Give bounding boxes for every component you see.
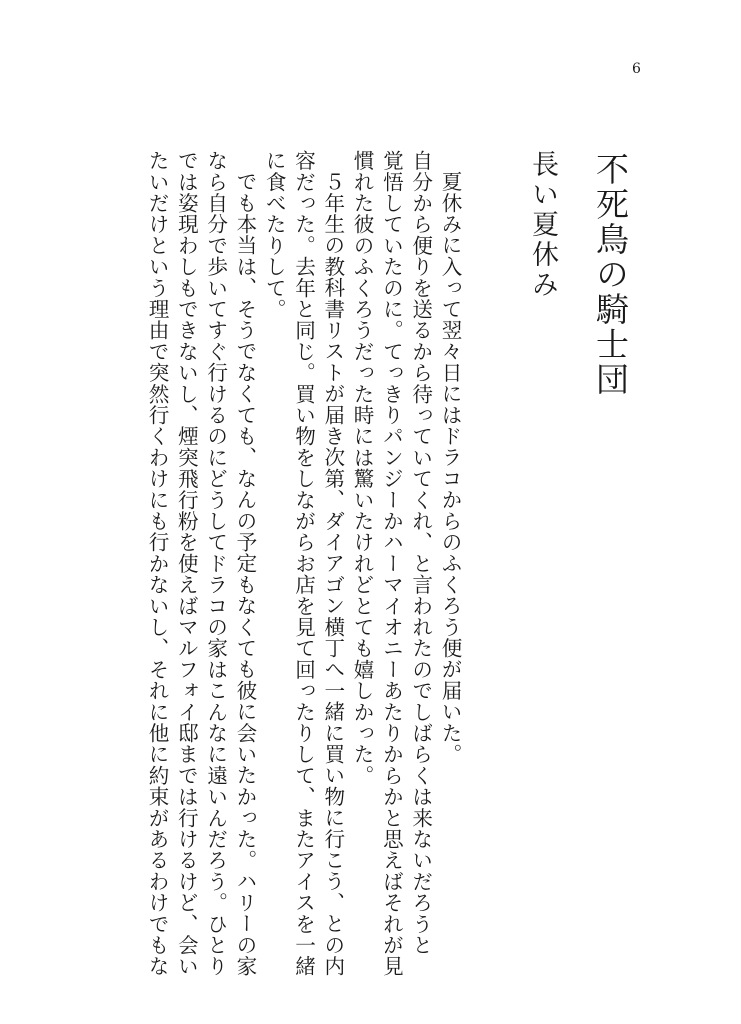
text-line: でも本当は、そうでなくても、なんの予定もなくても彼に会いたかった。ハリーの家 [232,171,257,977]
page-number: 6 [632,61,641,77]
text-line: 容だった。去年と同じ。買い物をしながらお店を見て回ったりして、またアイスを一緒 [291,150,316,977]
text-line: 自分から便りを送るから待っていてくれ、と言われたのでしばらくは来ないだろうと [408,150,433,956]
chapter-subtitle: 長い夏休み [527,150,558,300]
text-line: 慣れた彼のふくろうだった時には驚いたけれどとても嬉しかった。 [350,150,375,786]
text-line: 夏休みに入って翌々日にはドラコからのふくろう便が届いた。 [438,171,462,765]
text-line: に食べたりして。 [262,150,287,320]
text-line: たいだけという理由で突然行くわけにも行かないし、それに他に約束があるわけでもな [145,150,170,977]
text-line: では姿現わしもできないし、煙突飛行粉を使えばマルフォイ邸までは行けるけど、会い [174,150,199,977]
body-text [112,150,464,977]
text-line: なら自分で歩いてすぐ行けるのにどうしてドラコの家はこんなに遠いんだろう。ひとり [203,150,228,977]
chapter-title: 不死鳥の騎士団 [591,152,630,397]
text-line: 覚悟していたのに。てっきりパンジーかハーマイオニーあたりからかと思えばそれが見 [379,150,404,977]
text-line: ５年生の教科書リストが届き次第、ダイアゴン横丁へ一緒に買い物に行こう、との内 [320,171,345,977]
